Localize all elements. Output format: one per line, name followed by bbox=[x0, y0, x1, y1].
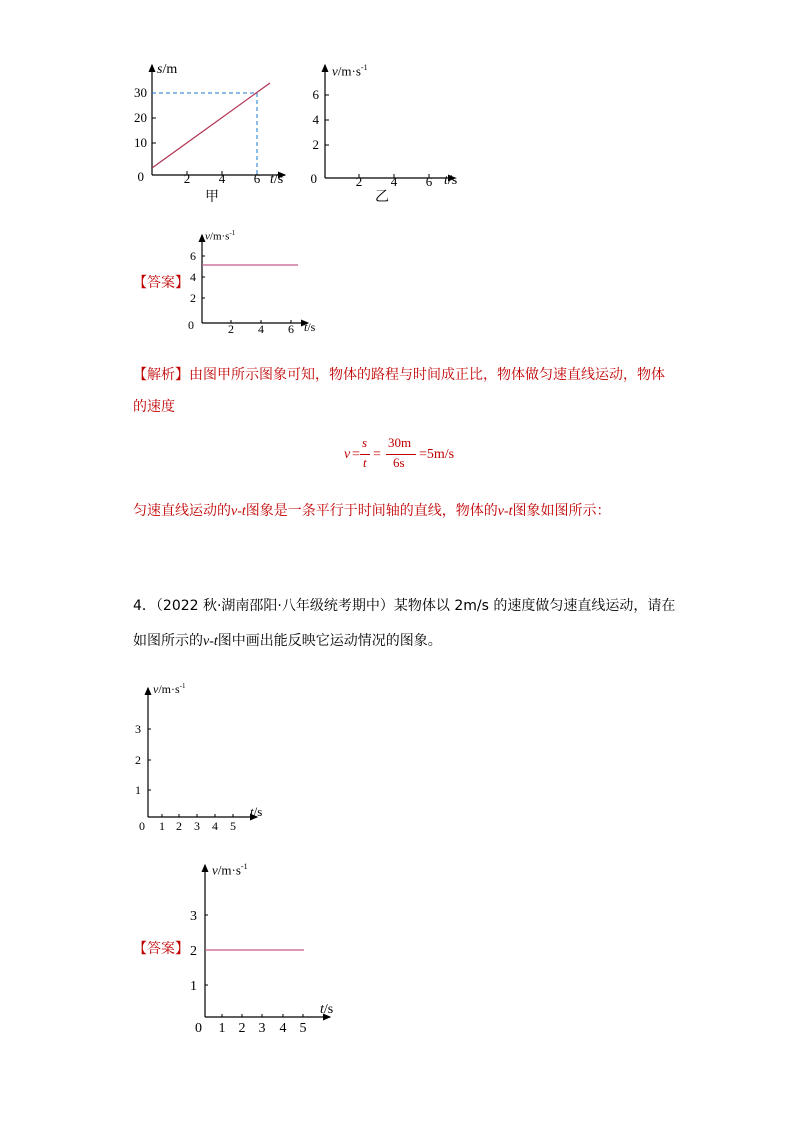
x-tick-label: 2 bbox=[183, 171, 191, 186]
y-axis-label: $v/m\cdot s^{-1}$ bbox=[332, 63, 368, 79]
y-tick-label: 30 bbox=[134, 85, 147, 100]
x-tick-label: 4 bbox=[218, 171, 226, 186]
x-tick-label: 2 bbox=[238, 1021, 246, 1035]
x-tick-label: 4 bbox=[258, 322, 264, 336]
x-tick-label: 6 bbox=[288, 322, 294, 336]
y-axis-label: s/m bbox=[157, 62, 178, 77]
y-axis-label: $v/m\cdot s^{-1}$ bbox=[212, 862, 248, 878]
analysis-label: 【解析】 bbox=[133, 367, 189, 383]
answer-label: 【答案】 bbox=[133, 275, 189, 291]
x-tick-label: 5 bbox=[230, 819, 236, 833]
x-tick-label: 2 bbox=[228, 322, 234, 336]
y-axis-label: $v/m\cdot s^{-1}$ bbox=[205, 229, 236, 243]
x-tick-label: 3 bbox=[194, 819, 200, 833]
origin-label: 0 bbox=[310, 171, 317, 186]
y-tick-label: 1 bbox=[190, 979, 197, 994]
x-tick-label: 2 bbox=[355, 174, 363, 189]
origin-label: 0 bbox=[139, 819, 145, 833]
y-tick-label: 6 bbox=[190, 249, 196, 263]
y-tick-label: 2 bbox=[312, 137, 319, 152]
x-tick-label: 2 bbox=[176, 819, 182, 833]
origin-label: 0 bbox=[195, 1021, 202, 1035]
x-tick-label: 5 bbox=[299, 1021, 307, 1035]
x-tick-label: 6 bbox=[253, 171, 261, 186]
y-tick-label: 2 bbox=[190, 944, 197, 959]
y-tick-label: 4 bbox=[190, 270, 196, 284]
y-tick-label: 10 bbox=[134, 135, 147, 150]
y-tick-label: 3 bbox=[190, 909, 197, 924]
x-tick-label: 6 bbox=[425, 174, 433, 189]
x-tick-label: 4 bbox=[279, 1021, 287, 1035]
analysis-line-1: 【解析】由图甲所示图象可知，物体的路程与时间成正比，物体做匀速直线运动，物体 bbox=[133, 367, 665, 383]
analysis-line-3: 匀速直线运动的v-t图象是一条平行于时间轴的直线，物体的v-t图象如图所示： bbox=[133, 503, 611, 519]
graph-yi bbox=[295, 55, 465, 205]
origin-label: 0 bbox=[137, 169, 144, 184]
x-tick-label: 1 bbox=[218, 1021, 226, 1035]
question-4-line-2: 如图所示的v-t图中画出能反映它运动情况的图象。 bbox=[133, 633, 442, 649]
y-tick-label: 2 bbox=[190, 291, 196, 305]
x-axis-label: t/s bbox=[250, 804, 263, 819]
y-tick-label: 2 bbox=[135, 753, 141, 767]
x-axis-label: t/s bbox=[304, 320, 316, 334]
x-axis-label: t/s bbox=[320, 1002, 334, 1017]
y-tick-label: 3 bbox=[135, 722, 141, 736]
analysis-line-2: 的速度 bbox=[133, 399, 175, 415]
x-axis-label: t/s bbox=[444, 173, 458, 188]
distance-line bbox=[152, 83, 270, 168]
question-4-line-1: 4．（2022 秋·湖南邵阳·八年级统考期中）某物体以 2m/s 的速度做匀速直线运动，请在 bbox=[133, 598, 676, 614]
answer-label: 【答案】 bbox=[133, 941, 189, 957]
y-tick-label: 6 bbox=[312, 87, 319, 102]
x-tick-label: 3 bbox=[258, 1021, 266, 1035]
y-tick-label: 1 bbox=[135, 783, 141, 797]
x-tick-label: 4 bbox=[390, 174, 398, 189]
graph-caption: 甲 bbox=[205, 190, 219, 205]
y-tick-label: 20 bbox=[134, 110, 147, 125]
x-tick-label: 4 bbox=[212, 819, 218, 833]
y-axis-label: $v/m\cdot s^{-1}$ bbox=[153, 682, 186, 696]
y-tick-label: 4 bbox=[312, 112, 319, 127]
graph-caption: 乙 bbox=[375, 190, 389, 205]
x-axis-label: t/s bbox=[270, 172, 284, 187]
origin-label: 0 bbox=[188, 318, 194, 332]
x-tick-label: 1 bbox=[159, 819, 165, 833]
